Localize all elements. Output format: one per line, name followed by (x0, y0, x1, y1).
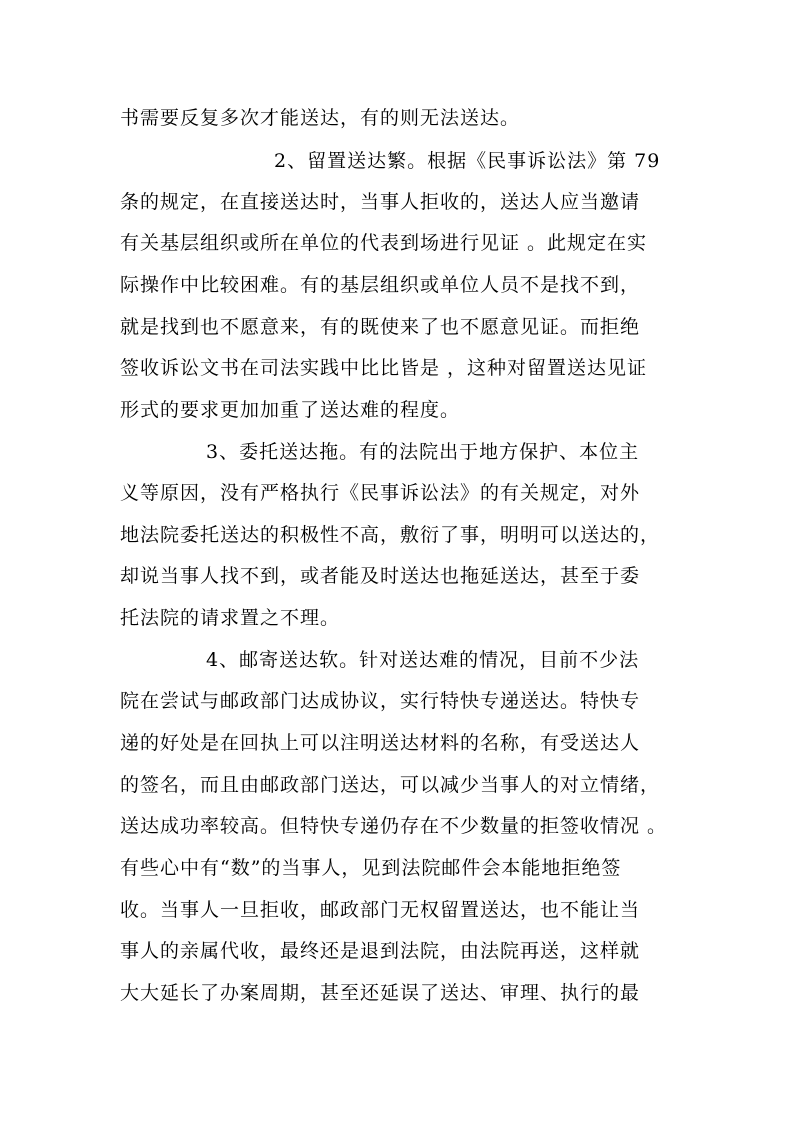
section-heading-2: 2、留置送达繁。根据《民事诉讼法》第 79 (274, 150, 661, 172)
text-line: 条的规定，在直接送达时，当事人拒收的，送达人应当邀请 (120, 191, 641, 213)
text-line: 义等原因，没有严格执行《民事诉讼法》的有关规定，对外 (120, 482, 641, 504)
text-line: 签收诉讼文书在司法实践中比比皆是 ，这种对留置送达见证 (120, 357, 648, 379)
text-line: 事人的亲属代收，最终还是退到法院，由法院再送，这样就 (120, 940, 641, 962)
text-line: 大大延长了办案周期，甚至还延误了送达、审理、执行的最 (120, 982, 641, 1004)
text-line: 书需要反复多次才能送达，有的则无法送达。 (120, 107, 521, 129)
text-line: 送达成功率较高。但特快专递仍存在不少数量的拒签收情况 。 (120, 815, 668, 837)
section-heading-4: 4、邮寄送达软。针对送达难的情况，目前不少法 (206, 649, 640, 671)
text-line: 地法院委托送达的积极性不高，敷衍了事，明明可以送达的， (120, 524, 661, 546)
text-line: 有关基层组织或所在单位的代表到场进行见证 。此规定在实 (120, 232, 648, 254)
text-line: 却说当事人找不到，或者能及时送达也拖延送达，甚至于委 (120, 565, 641, 587)
text-line: 收。当事人一旦拒收，邮政部门无权留置送达，也不能让当 (120, 899, 641, 921)
text-line: 的签名，而且由邮政部门送达，可以减少当事人的对立情绪， (120, 774, 661, 796)
text-line: 就是找到也不愿意来，有的既使来了也不愿意见证。而拒绝 (120, 316, 641, 338)
text-line: 际操作中比较困难。有的基层组织或单位人员不是找不到， (120, 274, 641, 296)
text-line: 形式的要求更加加重了送达难的程度。 (120, 399, 461, 421)
text-line: 有些心中有“数”的当事人，见到法院邮件会本能地拒绝签 (120, 857, 622, 879)
text-line: 托法院的请求置之不理。 (120, 607, 341, 629)
text-line: 递的好处是在回执上可以注明送达材料的名称，有受送达人 (120, 732, 641, 754)
text-line: 院在尝试与邮政部门达成协议，实行特快专递送达。特快专 (120, 690, 641, 712)
section-heading-3: 3、委托送达拖。有的法院出于地方保护、本位主 (206, 441, 640, 463)
